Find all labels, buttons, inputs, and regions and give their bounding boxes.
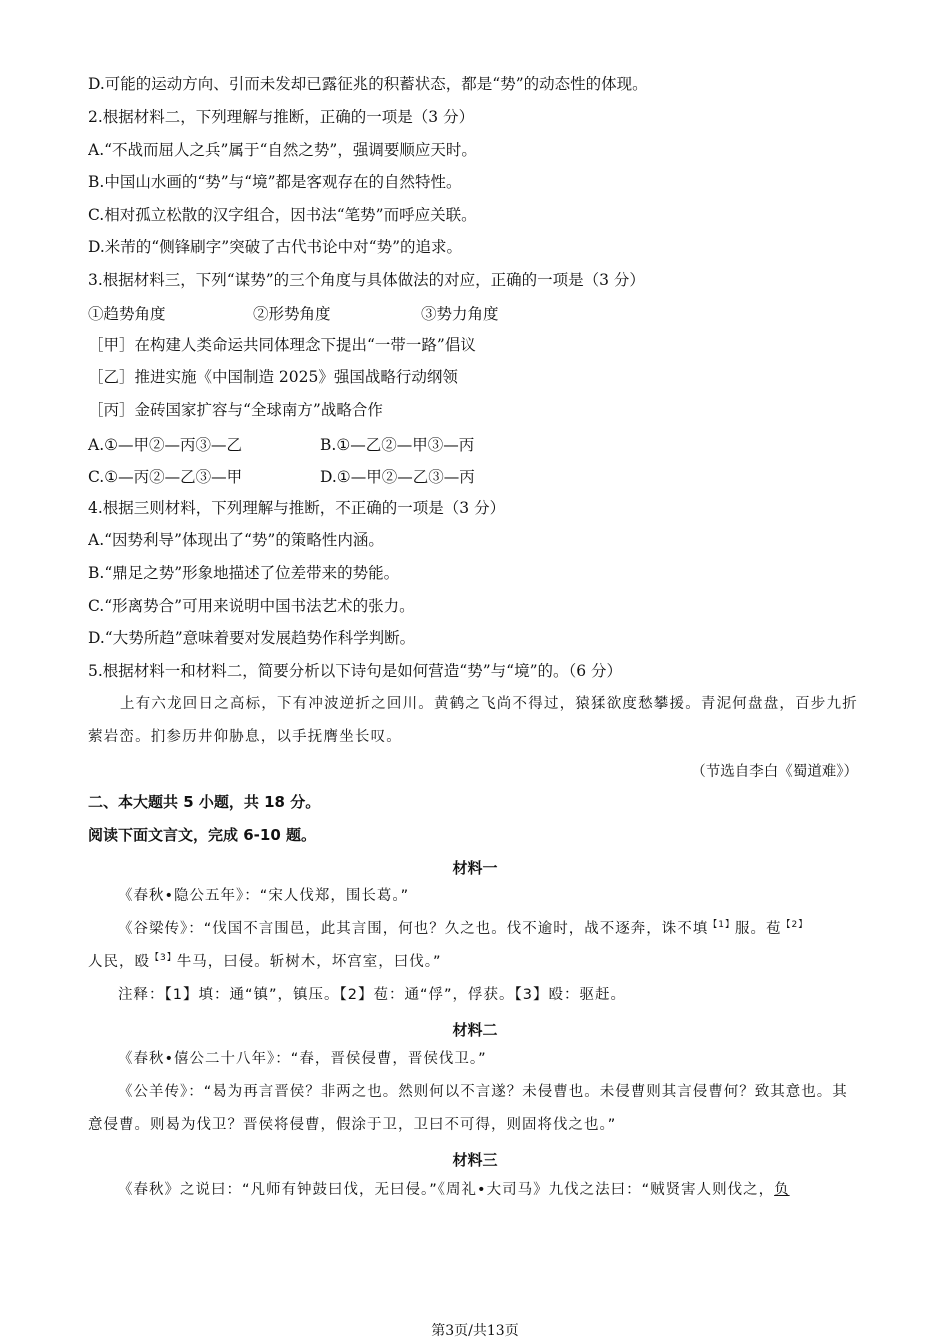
q3-option-d: D.①—甲②—乙③—丙	[320, 468, 475, 486]
material1-line2	[88, 913, 858, 946]
q3-angle-3: ③势力角度	[421, 305, 499, 323]
q2-option-a: A.“不战而屈人之兵”属于“自然之势”，强调要顺应天时。	[88, 141, 477, 159]
material3-line1	[88, 1174, 858, 1207]
note-mark-1: 【1】	[708, 920, 735, 930]
q2-stem: 2.根据材料二，下列理解与推断，正确的一项是（3 分）	[88, 108, 475, 126]
material1-title: 材料一	[452, 859, 498, 877]
material1-line3-a: 人民，殴	[88, 954, 150, 970]
note-mark-2: 【2】	[781, 920, 809, 930]
material1-line3	[88, 946, 858, 979]
q3-angle-1: ①趋势角度	[88, 305, 166, 323]
material3-line1-a: 《春秋》之说曰：“凡师有钟鼓曰伐，无曰侵。”《周礼•大司马》九伐之法曰：“贼贤害人则伐之，	[118, 1182, 775, 1198]
q4-option-b: B.“鼎足之势”形象地描述了位差带来的势能。	[88, 564, 400, 582]
material1-line3-b: 牛马，曰侵。斩树木，坏宫室，曰伐。”	[176, 954, 442, 970]
q2-option-b: B.中国山水画的“势”与“境”都是客观存在的自然特性。	[88, 173, 462, 191]
q3-item-bing: ［丙］金砖国家扩容与“全球南方”战略合作	[88, 401, 383, 419]
q3-stem: 3.根据材料三，下列“谋势”的三个角度与具体做法的对应，正确的一项是（3 分）	[88, 271, 645, 289]
note-mark-3: 【3】	[150, 953, 177, 963]
material2-para: 《公羊传》：“曷为再言晋侯？非两之也。然则何以不言遂？未侵曹也。未侵曹则其言侵曹何？致其意也。其意侵曹。则曷为伐卫？晋侯将侵曹，假涂于卫，卫曰不可得，则固将伐之也。”	[88, 1084, 848, 1133]
material3-title: 材料三	[452, 1151, 498, 1169]
q4-stem: 4.根据三则材料，下列理解与推断，不正确的一项是（3 分）	[88, 499, 506, 517]
material2-title: 材料二	[452, 1021, 498, 1039]
q1-option-d: D.可能的运动方向、引而未发却已露征兆的积蓄状态，都是“势”的动态性的体现。	[88, 75, 648, 93]
material3-line1-b: 负	[774, 1182, 790, 1198]
material1-notes: 注释：【1】填：通“镇”，镇压。【2】苞：通“俘”，俘获。【3】殴：驱赶。	[118, 987, 626, 1003]
material2-line1: 《春秋•僖公二十八年》：“春，晋侯侵曹，晋侯伐卫。”	[118, 1051, 487, 1067]
page-number: 第3页/共13页	[431, 1323, 519, 1339]
q5-stem: 5.根据材料一和材料二，简要分析以下诗句是如何营造“势”与“境”的。（6 分）	[88, 662, 623, 680]
q3-option-a: A.①—甲②—丙③—乙	[88, 436, 243, 454]
q3-item-jia: ［甲］在构建人类命运共同体理念下提出“一带一路”倡议	[88, 336, 476, 354]
q4-option-d: D.“大势所趋”意味着要对发展趋势作科学判断。	[88, 629, 416, 647]
section2-heading: 二、本大题共 5 小题，共 18 分。	[88, 793, 321, 811]
q2-option-d: D.米芾的“侧锋刷字”突破了古代书论中对“势”的追求。	[88, 238, 462, 256]
q3-option-b: B.①—乙②—甲③—丙	[320, 436, 475, 454]
material1-line1: 《春秋•隐公五年》：“宋人伐郑，围长葛。”	[118, 888, 410, 904]
q4-option-a: A.“因势利导”体现出了“势”的策略性内涵。	[88, 531, 384, 549]
q4-option-c: C.“形离势合”可用来说明中国书法艺术的张力。	[88, 597, 415, 615]
q3-item-yi: ［乙］推进实施《中国制造 2025》强国战略行动纲领	[88, 368, 458, 386]
material1-line2-a: 《谷梁传》：“伐国不言围邑，此其言围，何也？久之也。伐不逾时，战不逐奔，诛不填	[118, 921, 709, 937]
q2-option-c: C.相对孤立松散的汉字组合，因书法“笔势”而呼应关联。	[88, 206, 477, 224]
q5-poem: 上有六龙回日之高标，下有冲波逆折之回川。黄鹤之飞尚不得过，猿猱欲度愁攀援。青泥何盘盘，百步九折萦岩峦。扪参历井仰胁息，以手抚膺坐长叹。	[88, 696, 858, 745]
section2-instruction: 阅读下面文言文，完成 6-10 题。	[88, 826, 316, 844]
q3-option-c: C.①—丙②—乙③—甲	[88, 468, 243, 486]
q3-angle-2: ②形势角度	[253, 305, 331, 323]
material1-line2-b: 服。苞	[735, 921, 782, 937]
q5-source: （节选自李白《蜀道难》）	[691, 764, 858, 780]
